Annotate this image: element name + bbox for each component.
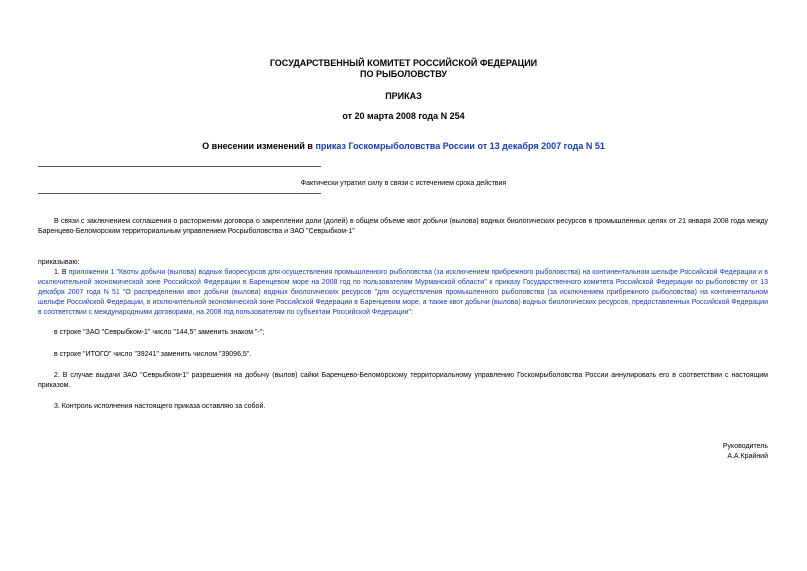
document-subject: [0, 141, 807, 152]
signature-title: Руководитель: [722, 443, 768, 450]
signature-name: А.А.Крайний: [727, 453, 768, 460]
item-1-amendment-b: в строке "ИТОГО" число "39241" заменить числом "39096,5".: [54, 351, 252, 358]
item-1-amendment-a: в строке "ЗАО "Севрыбком-1" число "144,5" заменить знаком "-";: [54, 329, 265, 336]
intro-paragraph: В связи с заключением соглашения о расторжении договора о закреплении доли (долей) в общем объеме квот добычи (вылова) водных биологических ресурсов в промышленных целях от 21 января 2008 года между Баренцево-Беломорским территориальным управлением Росрыболовства и ЗАО "Севрыбком-1": [38, 218, 768, 235]
document-type: ПРИКАЗ: [385, 91, 422, 101]
issuer-line-1: ГОСУДАРСТВЕННЫЙ КОМИТЕТ РОССИЙСКОЙ ФЕДЕРАЦИИ: [269, 58, 538, 68]
separator-bottom: [38, 193, 321, 194]
item-1-suffix: :: [411, 309, 413, 316]
subject-order-link[interactable]: приказ Госкомрыболовства России от 13 декабря 2007 года N 51: [315, 141, 605, 151]
status-note: Фактически утратил силу в связи с истечением срока действия: [300, 180, 507, 187]
item-1-appendix-link[interactable]: приложении 1 "Квоты добычи (вылова) водных биоресурсов для осуществления промышленного рыболовства (за исключением прибрежного рыболовства) на континентальном шельфе Российской Федерации и в исключительной экономической зоне Российской Федерации в Баренцевом море на 2008 год по пользователям Мурманской области" к приказу Государственного комитета Российской Федерации по рыболовству от 13 декабря 2007 года N 51 "О распределении квот добычи (вылова) водных биологических ресурсов "для осуществления промышленного рыболовства (за исключением прибрежного рыболовства) на континентальном шельфе Российской Федерации, в исключительной экономической зоне Российской Федерации в Баренцевом море, а также квот добычи (вылова) водных биологических ресурсов, предоставленных Российской Федерации в соответствии с международными договорами, на 2008 год пользователям по субъектам Российской Федерации": [38, 269, 768, 316]
item-2-paragraph: 2. В случае выдачи ЗАО "Севрыбком-1" разрешения на добычу (вылов) сайки Баренцево-Беломорскому территориальному управлению Госкомрыболовства России аннулировать его в соответствии с настоящим приказом.: [38, 372, 768, 389]
document-date-number: от 20 марта 2008 года N 254: [342, 111, 465, 121]
item-3-paragraph: 3. Контроль исполнения настоящего приказа оставляю за собой.: [54, 403, 266, 410]
item-1-paragraph: [38, 268, 768, 318]
item-1-prefix: 1. В: [54, 269, 69, 276]
order-word: приказываю:: [38, 259, 80, 266]
separator-top: [38, 166, 321, 167]
issuer-line-2: ПО РЫБОЛОВСТВУ: [359, 69, 448, 79]
subject-prefix: О внесении изменений в: [202, 141, 316, 151]
